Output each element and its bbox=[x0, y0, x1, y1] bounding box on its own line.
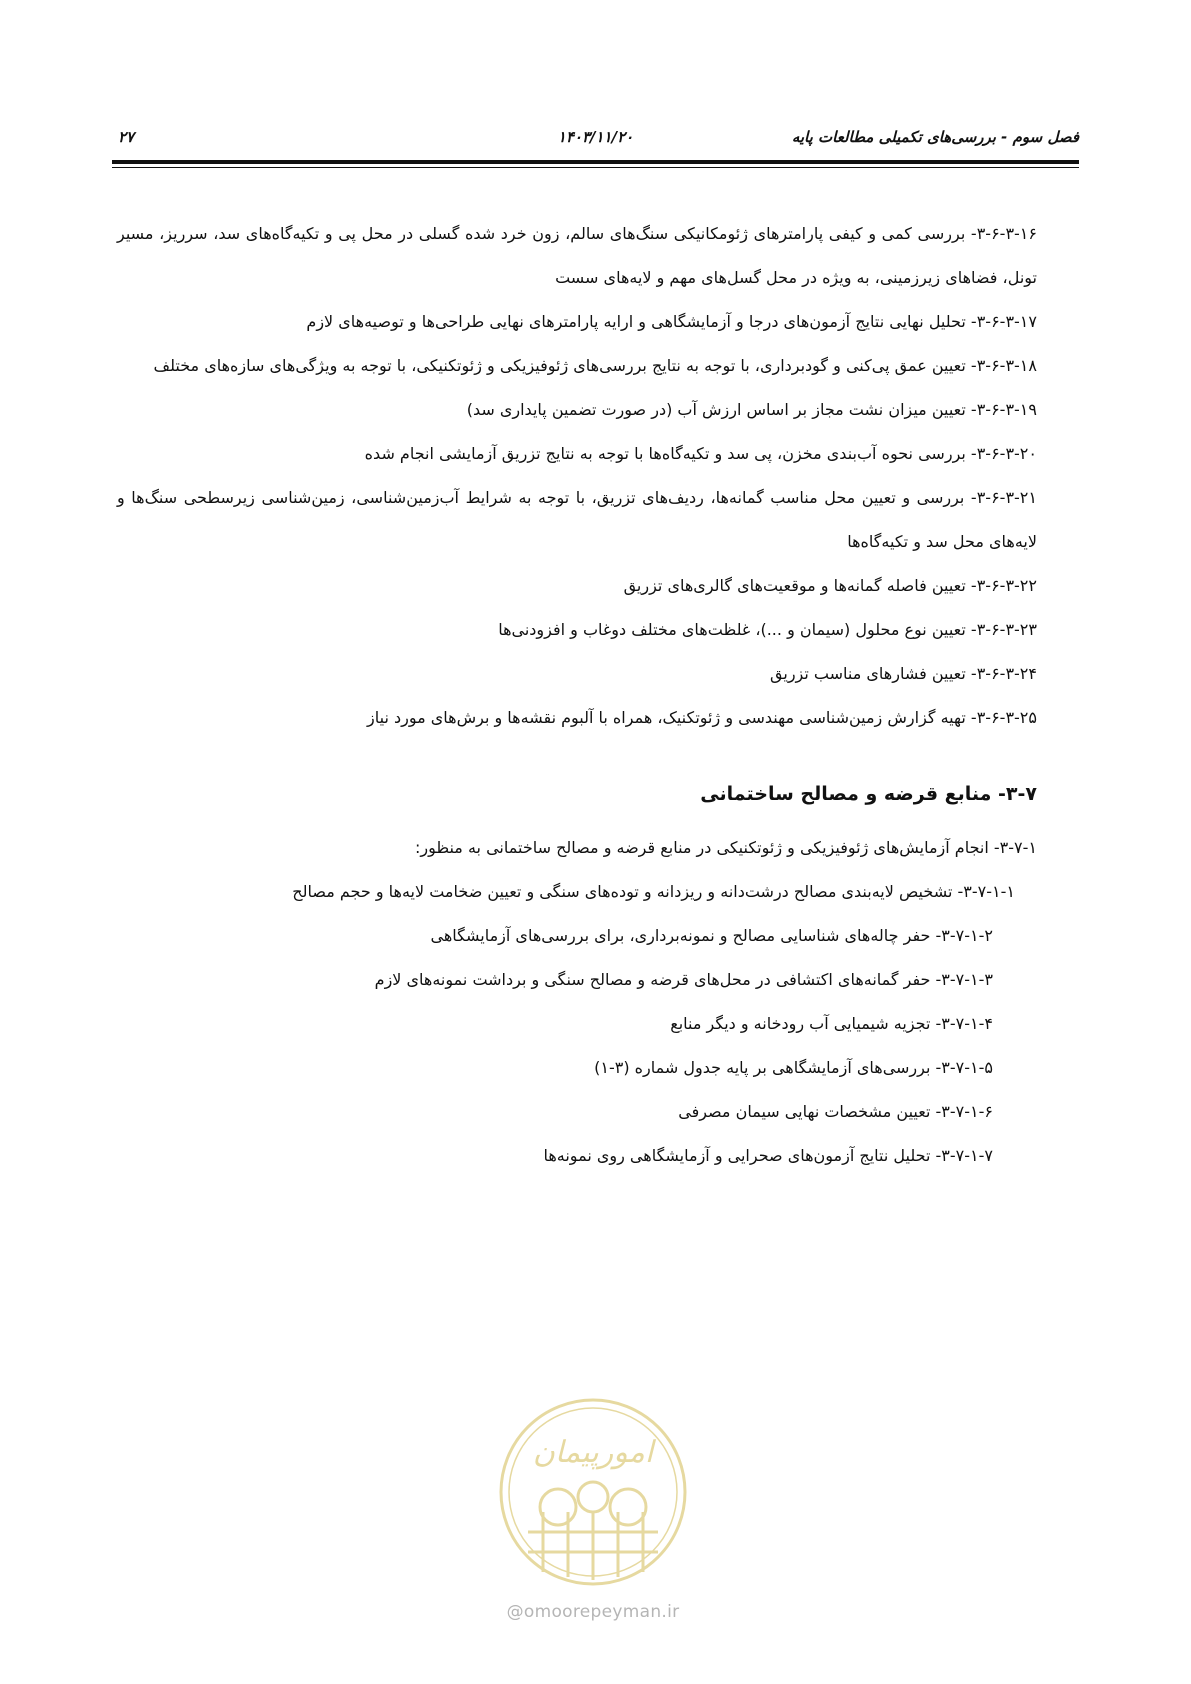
list-item: ۳-۷-۱-۱- تشخیص لایه‌بندی مصالح درشت‌دانه و ریزدانه و توده‌های سنگی و تعیین ضخامت لایه‌ها و حجم مصالح bbox=[292, 882, 1015, 901]
list-item: ۳-۷-۱-۶- تعیین مشخصات نهایی سیمان مصرفی bbox=[678, 1102, 993, 1121]
list-item: ۳-۷-۱-۲- حفر چاله‌های شناسایی مصالح و نمونه‌برداری، برای بررسی‌های آزمایشگاهی bbox=[430, 926, 993, 945]
list-item: ۳-۶-۳-۲۲- تعیین فاصله گمانه‌ها و موقعیت‌های گالری‌های تزریق bbox=[623, 576, 1037, 595]
list-item: ۳-۶-۳-۲۳- تعیین نوع محلول (سیمان و ...)، غلظت‌های مختلف دوغاب و افزودنی‌ها bbox=[498, 620, 1037, 639]
chapter-title: فصل سوم - بررسی‌های تکمیلی مطالعات پایه bbox=[791, 128, 1079, 146]
list-item: ۳-۷-۱-۴- تجزیه شیمیایی آب رودخانه و دیگر منابع bbox=[670, 1014, 993, 1033]
watermark-website bbox=[488, 1602, 698, 1622]
document-body bbox=[117, 212, 1037, 1178]
page-number: ۲۷ bbox=[118, 128, 135, 146]
page-header bbox=[112, 128, 1079, 156]
subsection-intro: ۳-۷-۱- انجام آزمایش‌های ژئوفیزیکی و ژئوتکنیکی در منابع قرضه و مصالح ساختمانی به منظور: bbox=[414, 838, 1037, 857]
list-item: ۳-۶-۳-۱۸- تعیین عمق پی‌کنی و گودبرداری، با توجه به نتایج بررسی‌های ژئوفیزیکی و ژئوتکنیکی، با توجه به ویژگی‌های سازه‌های مختلف bbox=[153, 356, 1037, 375]
list-item: ۳-۶-۳-۲۱- بررسی و تعیین محل مناسب گمانه‌ها، ردیف‌های تزریق، با توجه به شرایط آب‌زمین‌شناسی، زمین‌شناسی زیرسطحی سنگ‌ها و لایه‌های محل سد و تکیه‌گاه‌ها bbox=[117, 488, 1037, 551]
section-heading: ۳-۷- منابع قرضه و مصالح ساختمانی bbox=[700, 783, 1037, 805]
list-item: ۳-۶-۳-۱۷- تحلیل نهایی نتایج آزمون‌های درجا و آزمایشگاهی و ارایه پارامترهای نهایی طراحی‌ها و توصیه‌های لازم bbox=[306, 312, 1037, 331]
header-date: ۱۴۰۳/۱۱/۲۰ bbox=[557, 128, 634, 146]
list-item: ۳-۶-۳-۱۶- بررسی کمی و کیفی پارامترهای ژئومکانیکی سنگ‌های سالم، زون خرد شده گسلی در محل پی و تکیه‌گاه‌های سد، سرریز، مسیر تونل، فضاهای زیرزمینی، به ویژه در محل گسل‌های مهم و لایه‌های سست bbox=[117, 224, 1037, 287]
watermark-logo-icon bbox=[488, 1392, 698, 1592]
watermark-url: omoorepeyman.ir bbox=[523, 1602, 680, 1622]
list-item: ۳-۷-۱-۳- حفر گمانه‌های اکتشافی در محل‌های قرضه و مصالح سنگی و برداشت نمونه‌های لازم bbox=[374, 970, 993, 989]
list-item: ۳-۶-۳-۲۴- تعیین فشارهای مناسب تزریق bbox=[770, 664, 1037, 683]
at-icon: @ bbox=[506, 1602, 524, 1622]
list-item: ۳-۷-۱-۵- بررسی‌های آزمایشگاهی بر پایه جدول شماره (۳-۱) bbox=[594, 1058, 993, 1077]
list-item: ۳-۷-۱-۷- تحلیل نتایج آزمون‌های صحرایی و آزمایشگاهی روی نمونه‌ها bbox=[543, 1146, 993, 1165]
header-rule-thin bbox=[112, 167, 1079, 168]
header-rule-thick bbox=[112, 160, 1079, 164]
watermark-logo-text: امورپیمان bbox=[532, 1435, 654, 1470]
list-item: ۳-۶-۳-۲۵- تهیه گزارش زمین‌شناسی مهندسی و ژئوتکنیک، همراه با آلبوم نقشه‌ها و برش‌های مورد نیاز bbox=[367, 708, 1037, 727]
list-item: ۳-۶-۳-۲۰- بررسی نحوه آب‌بندی مخزن، پی سد و تکیه‌گاه‌ها با توجه به نتایج تزریق آزمایشی انجام شده bbox=[364, 444, 1037, 463]
list-item: ۳-۶-۳-۱۹- تعیین میزان نشت مجاز بر اساس ارزش آب (در صورت تضمین پایداری سد) bbox=[466, 400, 1037, 419]
